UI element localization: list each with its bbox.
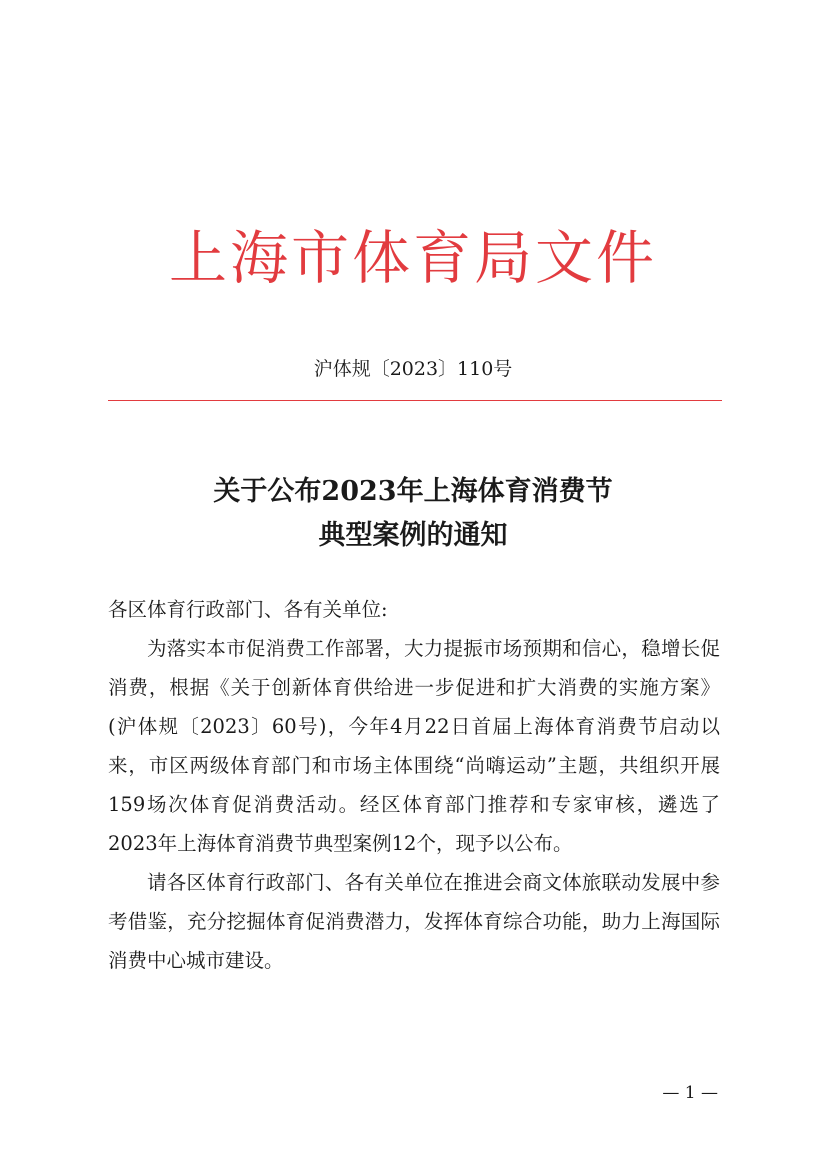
document-title-line-1: 关于公布2023年上海体育消费节 (213, 476, 613, 507)
body-paragraph-2: 请各区体育行政部门、各有关单位在推进会商文体旅联动发展中参考借鉴，充分挖掘体育促消费潜力，发挥体育综合功能，助力上海国际消费中心城市建设。 (108, 871, 720, 972)
document-title (0, 470, 826, 558)
document-masthead: 上海市体育局文件 (168, 224, 657, 292)
red-separator-line (108, 400, 722, 401)
document-title-line-2: 典型案例的通知 (318, 520, 508, 551)
document-body (108, 590, 720, 980)
salutation: 各区体育行政部门、各有关单位: (108, 598, 388, 621)
body-paragraph-1: 为落实本市促消费工作部署，大力提振市场预期和信心，稳增长促消费，根据《关于创新体育供给进一步促进和扩大消费的实施方案》(沪体规〔2023〕60号)，今年4月22日首届上海体育消费节启动以来，市区两级体育部门和市场主体围绕“尚嗨运动”主题，共组织开展159场次体育促消费活动。经区体育部门推荐和专家审核，遴选了2023年上海体育消费节典型案例12个，现予以公布。 (108, 637, 720, 855)
document-number: 沪体规〔2023〕110号 (313, 358, 513, 380)
page-number: — 1 — (662, 1083, 718, 1103)
